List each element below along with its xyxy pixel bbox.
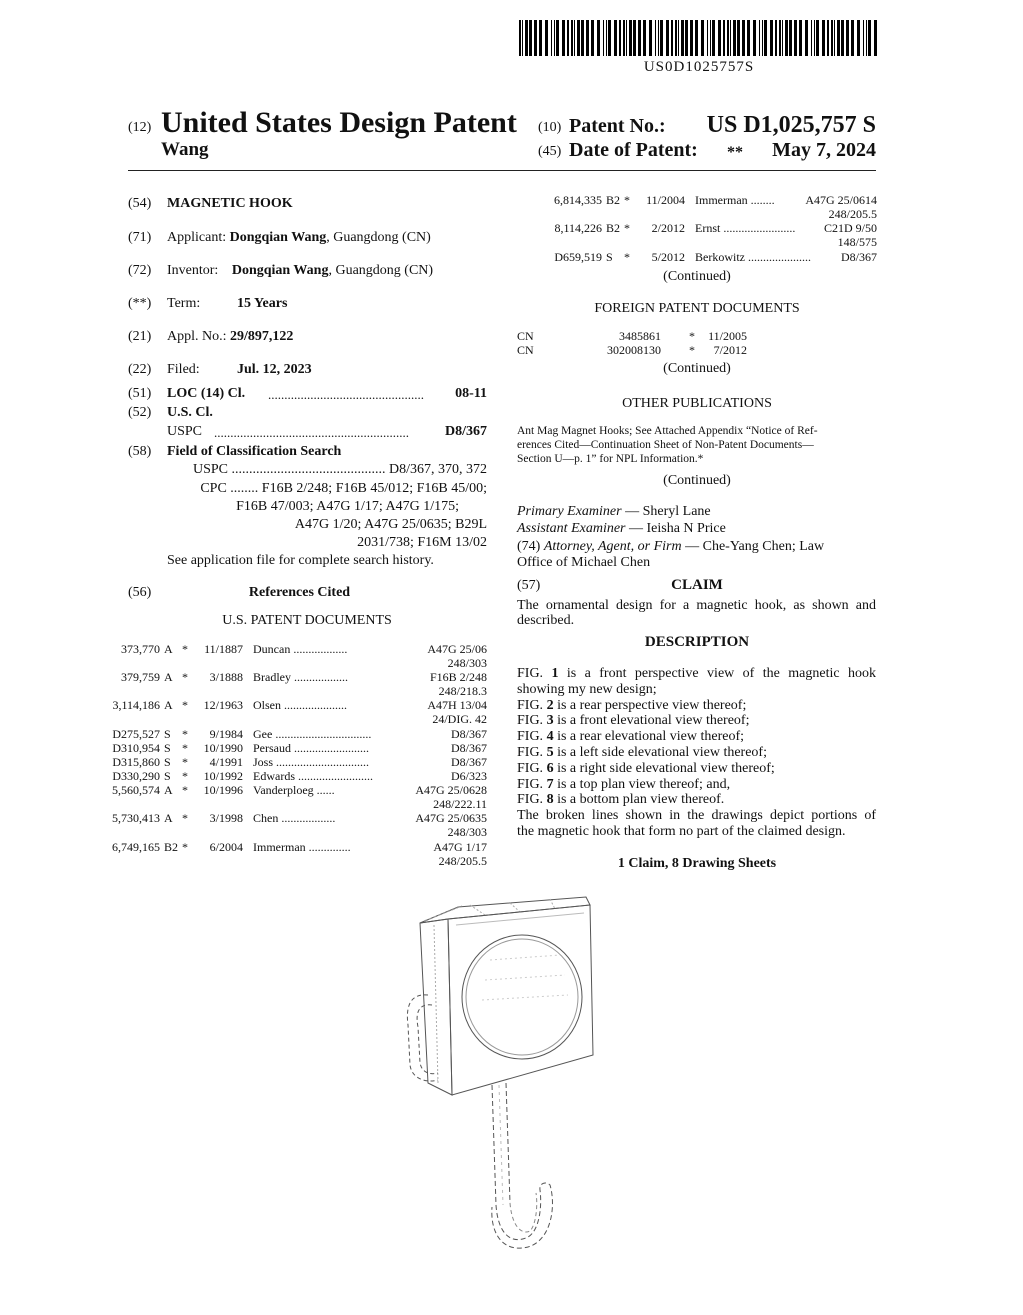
ref-class: F16B 2/248 (429, 670, 487, 684)
ref-star: * (182, 811, 188, 825)
description-line: FIG. 3 is a front elevational view thereof; (517, 713, 750, 729)
barcode-bar (539, 20, 542, 56)
barcode-bar (633, 20, 636, 56)
barcode-bar (571, 20, 573, 56)
references-cited: References Cited (248, 585, 351, 600)
barcode-bar (525, 20, 528, 56)
ref-number: 6,749,165 (112, 840, 160, 854)
ref-date: 4/1991 (209, 755, 243, 769)
ref-name: Vanderploeg ...... (253, 783, 335, 797)
ref-class-secondary: 24/DIG. 42 (432, 712, 487, 726)
ref-date: 11/1887 (204, 642, 243, 656)
ref-name: Immerman .............. (253, 840, 351, 854)
ref-date: 12/1963 (203, 698, 243, 712)
ref-kind: S (164, 755, 171, 769)
loc-dots: ................................................ (268, 387, 424, 402)
code-56: (56) (128, 585, 152, 600)
loc-value: 08-11 (455, 386, 487, 401)
barcode-bar (529, 20, 532, 56)
date-stars: ** (727, 144, 743, 161)
barcode-bar (695, 20, 698, 56)
primary-examiner-label: Primary Examiner (517, 504, 622, 519)
ref-class: D8/367 (841, 250, 877, 264)
ref-class-secondary: 248/205.5 (828, 207, 877, 221)
ref-kind: S (164, 769, 171, 783)
ref-star: * (624, 250, 630, 264)
claim-text-2: described. (517, 613, 575, 628)
barcode-bar (660, 20, 663, 56)
ref-number: 6,814,335 (554, 193, 602, 207)
search-cpc-2: F16B 47/003; A47G 1/17; A47G 1/175; (236, 499, 459, 514)
barcode-bar (866, 20, 867, 56)
description-line: FIG. 4 is a rear elevational view thereof; (517, 729, 745, 745)
ref-class: D8/367 (451, 755, 487, 769)
barcode-bar (643, 20, 646, 56)
assistant-examiner-name: — Ieisha N Price (625, 521, 726, 536)
barcode-bar (545, 20, 548, 56)
applicant-name: Dongqian Wang (229, 230, 327, 245)
reference-row (105, 784, 487, 810)
figure-number: 4 (546, 729, 554, 745)
barcode-bar (675, 20, 677, 56)
ref-name: Olsen ..................... (253, 698, 347, 712)
ref-kind: A (164, 698, 173, 712)
ref-name: Duncan .................. (253, 642, 348, 656)
barcode-bar (586, 20, 589, 56)
ref-class: C21D 9/50 (823, 221, 877, 235)
barcode (519, 20, 879, 56)
uspc-dots: ............................................................ (214, 425, 409, 440)
barcode-bar (671, 20, 673, 56)
barcode-bar (678, 20, 679, 56)
foreign-date: 11/2005 (708, 329, 747, 343)
inventor-label: Inventor: (167, 263, 219, 278)
ref-star: * (182, 698, 188, 712)
ref-class-secondary: 248/303 (447, 656, 487, 670)
barcode-bar (863, 20, 864, 56)
barcode-bar (666, 20, 669, 56)
barcode-bar (608, 20, 611, 56)
foreign-star: * (689, 343, 695, 357)
ref-kind: A (164, 642, 173, 656)
ref-star: * (182, 642, 188, 656)
barcode-bar (822, 20, 825, 56)
description-line: FIG. 7 is a top plan view thereof; and, (517, 776, 731, 792)
search-uspc: USPC ............................................ D8/367, 370, 372 (192, 462, 487, 477)
claim-heading: CLAIM (671, 577, 723, 593)
other-pub-heading: OTHER PUBLICATIONS (622, 396, 772, 411)
inventor-name: Dongqian Wang (231, 263, 329, 278)
barcode-bar (799, 20, 802, 56)
applicant-location: , Guangdong (CN) (326, 230, 431, 245)
ref-number: D275,527 (112, 727, 160, 741)
foreign-reference-row (517, 330, 757, 344)
ref-date: 10/1990 (203, 741, 243, 755)
search-cpc-1: CPC ........ F16B 2/248; F16B 45/012; F16B 45/00; (200, 481, 487, 496)
foreign-star: * (689, 329, 695, 343)
description-heading: DESCRIPTION (644, 634, 750, 650)
barcode-bar (841, 20, 844, 56)
reference-row (105, 699, 487, 725)
description-line: FIG. 1 is a front perspective view of the magnetic hook (517, 666, 876, 681)
description-line: the magnetic hook that form no part of the claimed design. (517, 824, 846, 839)
code-71: (71) (128, 230, 152, 245)
ref-number: 3,114,186 (112, 698, 160, 712)
code-58: (58) (128, 444, 152, 459)
inventor-location: , Guangdong (CN) (328, 263, 434, 278)
attorney-name: — Che-Yang Chen; Law (681, 539, 825, 554)
barcode-bar (707, 20, 708, 56)
code-22: (22) (128, 362, 152, 377)
reference-row (547, 222, 877, 248)
filed-label: Filed: (167, 362, 200, 377)
ref-class: A47G 25/06 (427, 642, 487, 656)
barcode-bar (779, 20, 781, 56)
barcode-bar (846, 20, 849, 56)
barcode-bar (519, 20, 521, 56)
assistant-examiner (517, 520, 726, 537)
ref-name: Immerman ........ (695, 193, 775, 207)
document-type: United States Design Patent (161, 106, 517, 139)
description-line: showing my new design; (517, 681, 657, 697)
figure-number: 6 (546, 760, 554, 776)
code-term: (**) (128, 296, 152, 311)
barcode-bar (834, 20, 835, 56)
ref-star: * (182, 755, 188, 769)
ref-number: D315,860 (112, 755, 160, 769)
ref-star: * (182, 769, 188, 783)
barcode-bar (614, 20, 617, 56)
barcode-bar (638, 20, 641, 56)
barcode-bar (831, 20, 833, 56)
barcode-bar (710, 20, 711, 56)
description-line: FIG. 5 is a left side elevational view thereof; (517, 745, 767, 760)
ref-kind: B2 (606, 193, 621, 207)
barcode-bar (851, 20, 854, 56)
barcode-bar (794, 20, 797, 56)
search-cpc-4: 2031/738; F16M 13/02 (357, 535, 487, 550)
barcode-bar (742, 20, 745, 56)
search-cpc-3: A47G 1/20; A47G 25/0635; B29L (294, 517, 487, 532)
barcode-bar (574, 20, 575, 56)
ref-class: A47G 25/0635 (415, 811, 487, 825)
ref-kind: S (606, 250, 613, 264)
code-57: (57) (517, 578, 541, 593)
barcode-bar (770, 20, 773, 56)
barcode-bar (629, 20, 632, 56)
ref-date: 6/2004 (209, 840, 243, 854)
figure-number: 2 (546, 697, 554, 713)
ref-class: D6/323 (451, 769, 487, 783)
barcode-bar (591, 20, 594, 56)
figure-number: 3 (546, 713, 554, 729)
barcode-bar (753, 20, 756, 56)
patent-date: May 7, 2024 (772, 139, 876, 161)
barcode-bar (623, 20, 625, 56)
ref-class-secondary: 148/575 (837, 235, 877, 249)
code-51: (51) (128, 386, 152, 401)
ref-class-secondary: 248/222.11 (433, 797, 487, 811)
ref-date: 9/1984 (209, 727, 243, 741)
field-search-label: Field of Classification Search (167, 444, 342, 459)
patent-no-label: Patent No.: (569, 115, 666, 137)
figure-number: 5 (546, 745, 554, 760)
ref-date: 10/1996 (203, 783, 243, 797)
continued-2: (Continued) (663, 361, 731, 376)
ref-date: 3/1998 (209, 811, 243, 825)
figure-number: 1 (551, 666, 559, 681)
primary-examiner-name: — Sheryl Lane (621, 504, 711, 519)
code-54: (54) (128, 196, 152, 211)
ref-class: A47G 25/0614 (805, 193, 877, 207)
ref-name: Bradley .................. (253, 670, 348, 684)
barcode-bar (764, 20, 767, 56)
ref-star: * (182, 727, 188, 741)
foreign-country: CN (517, 329, 534, 343)
reference-row (105, 671, 487, 697)
assistant-examiner-label: Assistant Examiner (517, 521, 626, 536)
ref-date: 10/1992 (203, 769, 243, 783)
attorney (517, 538, 824, 555)
uscl-label: U.S. Cl. (167, 405, 213, 420)
barcode-bar (785, 20, 788, 56)
ref-date: 3/1888 (209, 670, 243, 684)
ref-star: * (182, 783, 188, 797)
inventor-short: Wang (161, 139, 209, 160)
ref-name: Joss ............................... (253, 755, 370, 769)
other-pub-line-3: Section U—p. 1” for NPL Information.* (517, 453, 704, 465)
patent-title: MAGNETIC HOOK (167, 196, 293, 211)
barcode-bar (814, 20, 815, 56)
barcode-bar (775, 20, 777, 56)
barcode-bar (567, 20, 569, 56)
ref-kind: S (164, 741, 171, 755)
applicant (167, 229, 431, 246)
barcode-bar (534, 20, 537, 56)
ref-name: Ernst ........................ (695, 221, 796, 235)
barcode-number: US0D1025757S (643, 59, 755, 75)
code-45: (45) (538, 144, 562, 159)
barcode-bar (837, 20, 840, 56)
ref-kind: B2 (606, 221, 621, 235)
ref-date: 5/2012 (651, 250, 685, 264)
code-10: (10) (538, 120, 562, 135)
appl-number: 29/897,122 (230, 329, 294, 344)
ref-name: Berkowitz ..................... (695, 250, 811, 264)
ref-class: D8/367 (451, 741, 487, 755)
ref-kind: A (164, 670, 173, 684)
ref-star: * (182, 840, 188, 854)
barcode-bar (556, 20, 559, 56)
barcode-bar (712, 20, 715, 56)
uspc-label: USPC (167, 424, 203, 439)
header-rule (128, 170, 876, 171)
ref-kind: A (164, 811, 173, 825)
barcode-bar (685, 20, 688, 56)
other-pub-line-1: Ant Mag Magnet Hooks; See Attached Appendix “Notice of Ref- (517, 425, 818, 437)
barcode-bar (701, 20, 704, 56)
ref-class: A47G 1/17 (433, 840, 487, 854)
ref-class-secondary: 248/303 (447, 825, 487, 839)
barcode-bar (606, 20, 607, 56)
barcode-bar (805, 20, 808, 56)
barcode-bar (562, 20, 565, 56)
ref-kind: S (164, 727, 171, 741)
magnetic-hook-drawing (400, 885, 615, 1255)
figure-number: 7 (546, 776, 554, 792)
description-line: FIG. 2 is a rear perspective view thereof; (517, 697, 747, 713)
barcode-bar (649, 20, 652, 56)
barcode-bar (811, 20, 812, 56)
ref-kind: B2 (164, 840, 179, 854)
attorney-label: Attorney, Agent, or Firm (543, 539, 682, 554)
barcode-bar (874, 20, 877, 56)
barcode-bar (723, 20, 725, 56)
barcode-bar (816, 20, 819, 56)
claims-summary: 1 Claim, 8 Drawing Sheets (617, 856, 777, 871)
barcode-bar (730, 20, 731, 56)
ref-number: D659,519 (554, 250, 602, 264)
code-74: (74) (517, 539, 541, 554)
barcode-bar (868, 20, 871, 56)
barcode-bar (577, 20, 580, 56)
barcode-bar (603, 20, 604, 56)
description-line: FIG. 8 is a bottom plan view thereof. (517, 792, 725, 808)
attorney-firm: Office of Michael Chen (517, 555, 651, 570)
barcode-bar (658, 20, 659, 56)
ref-number: 5,730,413 (112, 811, 160, 825)
barcode-bar (619, 20, 621, 56)
ref-star: * (624, 221, 630, 235)
ref-name: Persaud ......................... (253, 741, 369, 755)
barcode-bar (626, 20, 627, 56)
ref-name: Gee ................................ (253, 727, 372, 741)
date-label: Date of Patent: (569, 139, 698, 161)
barcode-bar (581, 20, 584, 56)
barcode-bar (857, 20, 860, 56)
term-label: Term: (167, 296, 201, 311)
reference-row (105, 643, 487, 669)
foreign-country: CN (517, 343, 534, 357)
ref-class: A47H 13/04 (427, 698, 487, 712)
reference-row (105, 841, 487, 867)
description-line: The broken lines shown in the drawings depict portions of (517, 808, 876, 824)
barcode-bar (782, 20, 783, 56)
inventor (167, 262, 433, 279)
barcode-bar (762, 20, 763, 56)
reference-row (105, 812, 487, 838)
foreign-number: 302008130 (607, 343, 661, 357)
barcode-bar (737, 20, 740, 56)
barcode-bar (727, 20, 729, 56)
us-patent-documents-heading: U.S. PATENT DOCUMENTS (222, 613, 392, 628)
uspc-value: D8/367 (445, 424, 487, 439)
barcode-bar (789, 20, 792, 56)
ref-class-secondary: 248/205.5 (438, 854, 487, 868)
reference-row (547, 194, 877, 220)
description-line: FIG. 6 is a right side elevational view thereof; (517, 760, 775, 776)
applicant-label: Applicant: (167, 230, 227, 245)
ref-number: 379,759 (121, 670, 160, 684)
ref-number: 5,560,574 (112, 783, 160, 797)
code-72: (72) (128, 263, 152, 278)
continued-1: (Continued) (663, 269, 731, 284)
ref-class: A47G 25/0628 (415, 783, 487, 797)
ref-number: D310,954 (112, 741, 160, 755)
foreign-date: 7/2012 (713, 343, 747, 357)
patent-number: US D1,025,757 S (706, 112, 876, 138)
code-52: (52) (128, 405, 152, 420)
ref-class-secondary: 248/218.3 (438, 684, 487, 698)
ref-number: D330,290 (112, 769, 160, 783)
barcode-bar (827, 20, 829, 56)
ref-star: * (624, 193, 630, 207)
code-21: (21) (128, 329, 152, 344)
barcode-bar (551, 20, 552, 56)
foreign-heading: FOREIGN PATENT DOCUMENTS (594, 301, 800, 316)
appl-label: Appl. No.: (167, 329, 227, 344)
application-number (167, 328, 293, 345)
barcode-bar (597, 20, 600, 56)
foreign-reference-row (517, 344, 757, 358)
loc-label: LOC (14) Cl. (167, 386, 246, 401)
claim-text-1: The ornamental design for a magnetic hook, as shown and (517, 598, 876, 613)
ref-name: Edwards ......................... (253, 769, 373, 783)
filed-date: Jul. 12, 2023 (237, 362, 312, 377)
search-note: See application file for complete search history. (167, 553, 434, 568)
other-pub-line-2: erences Cited—Continuation Sheet of Non-Patent Documents— (517, 439, 814, 451)
ref-number: 373,770 (121, 642, 160, 656)
code-12: (12) (128, 120, 152, 135)
continued-3: (Continued) (663, 473, 731, 488)
barcode-bar (522, 20, 523, 56)
primary-examiner (517, 503, 711, 520)
ref-star: * (182, 741, 188, 755)
ref-name: Chen .................. (253, 811, 336, 825)
term-value: 15 Years (237, 296, 288, 311)
barcode-bar (747, 20, 750, 56)
ref-number: 8,114,226 (554, 221, 602, 235)
barcode-bar (733, 20, 736, 56)
barcode-bar (554, 20, 555, 56)
barcode-bar (690, 20, 693, 56)
barcode-bar (655, 20, 656, 56)
ref-kind: A (164, 783, 173, 797)
barcode-bar (681, 20, 684, 56)
ref-star: * (182, 670, 188, 684)
barcode-bar (759, 20, 760, 56)
ref-date: 11/2004 (646, 193, 685, 207)
ref-date: 2/2012 (651, 221, 685, 235)
ref-class: D8/367 (451, 727, 487, 741)
barcode-bar (718, 20, 721, 56)
foreign-number: 3485861 (619, 329, 661, 343)
figure-number: 8 (546, 792, 554, 808)
